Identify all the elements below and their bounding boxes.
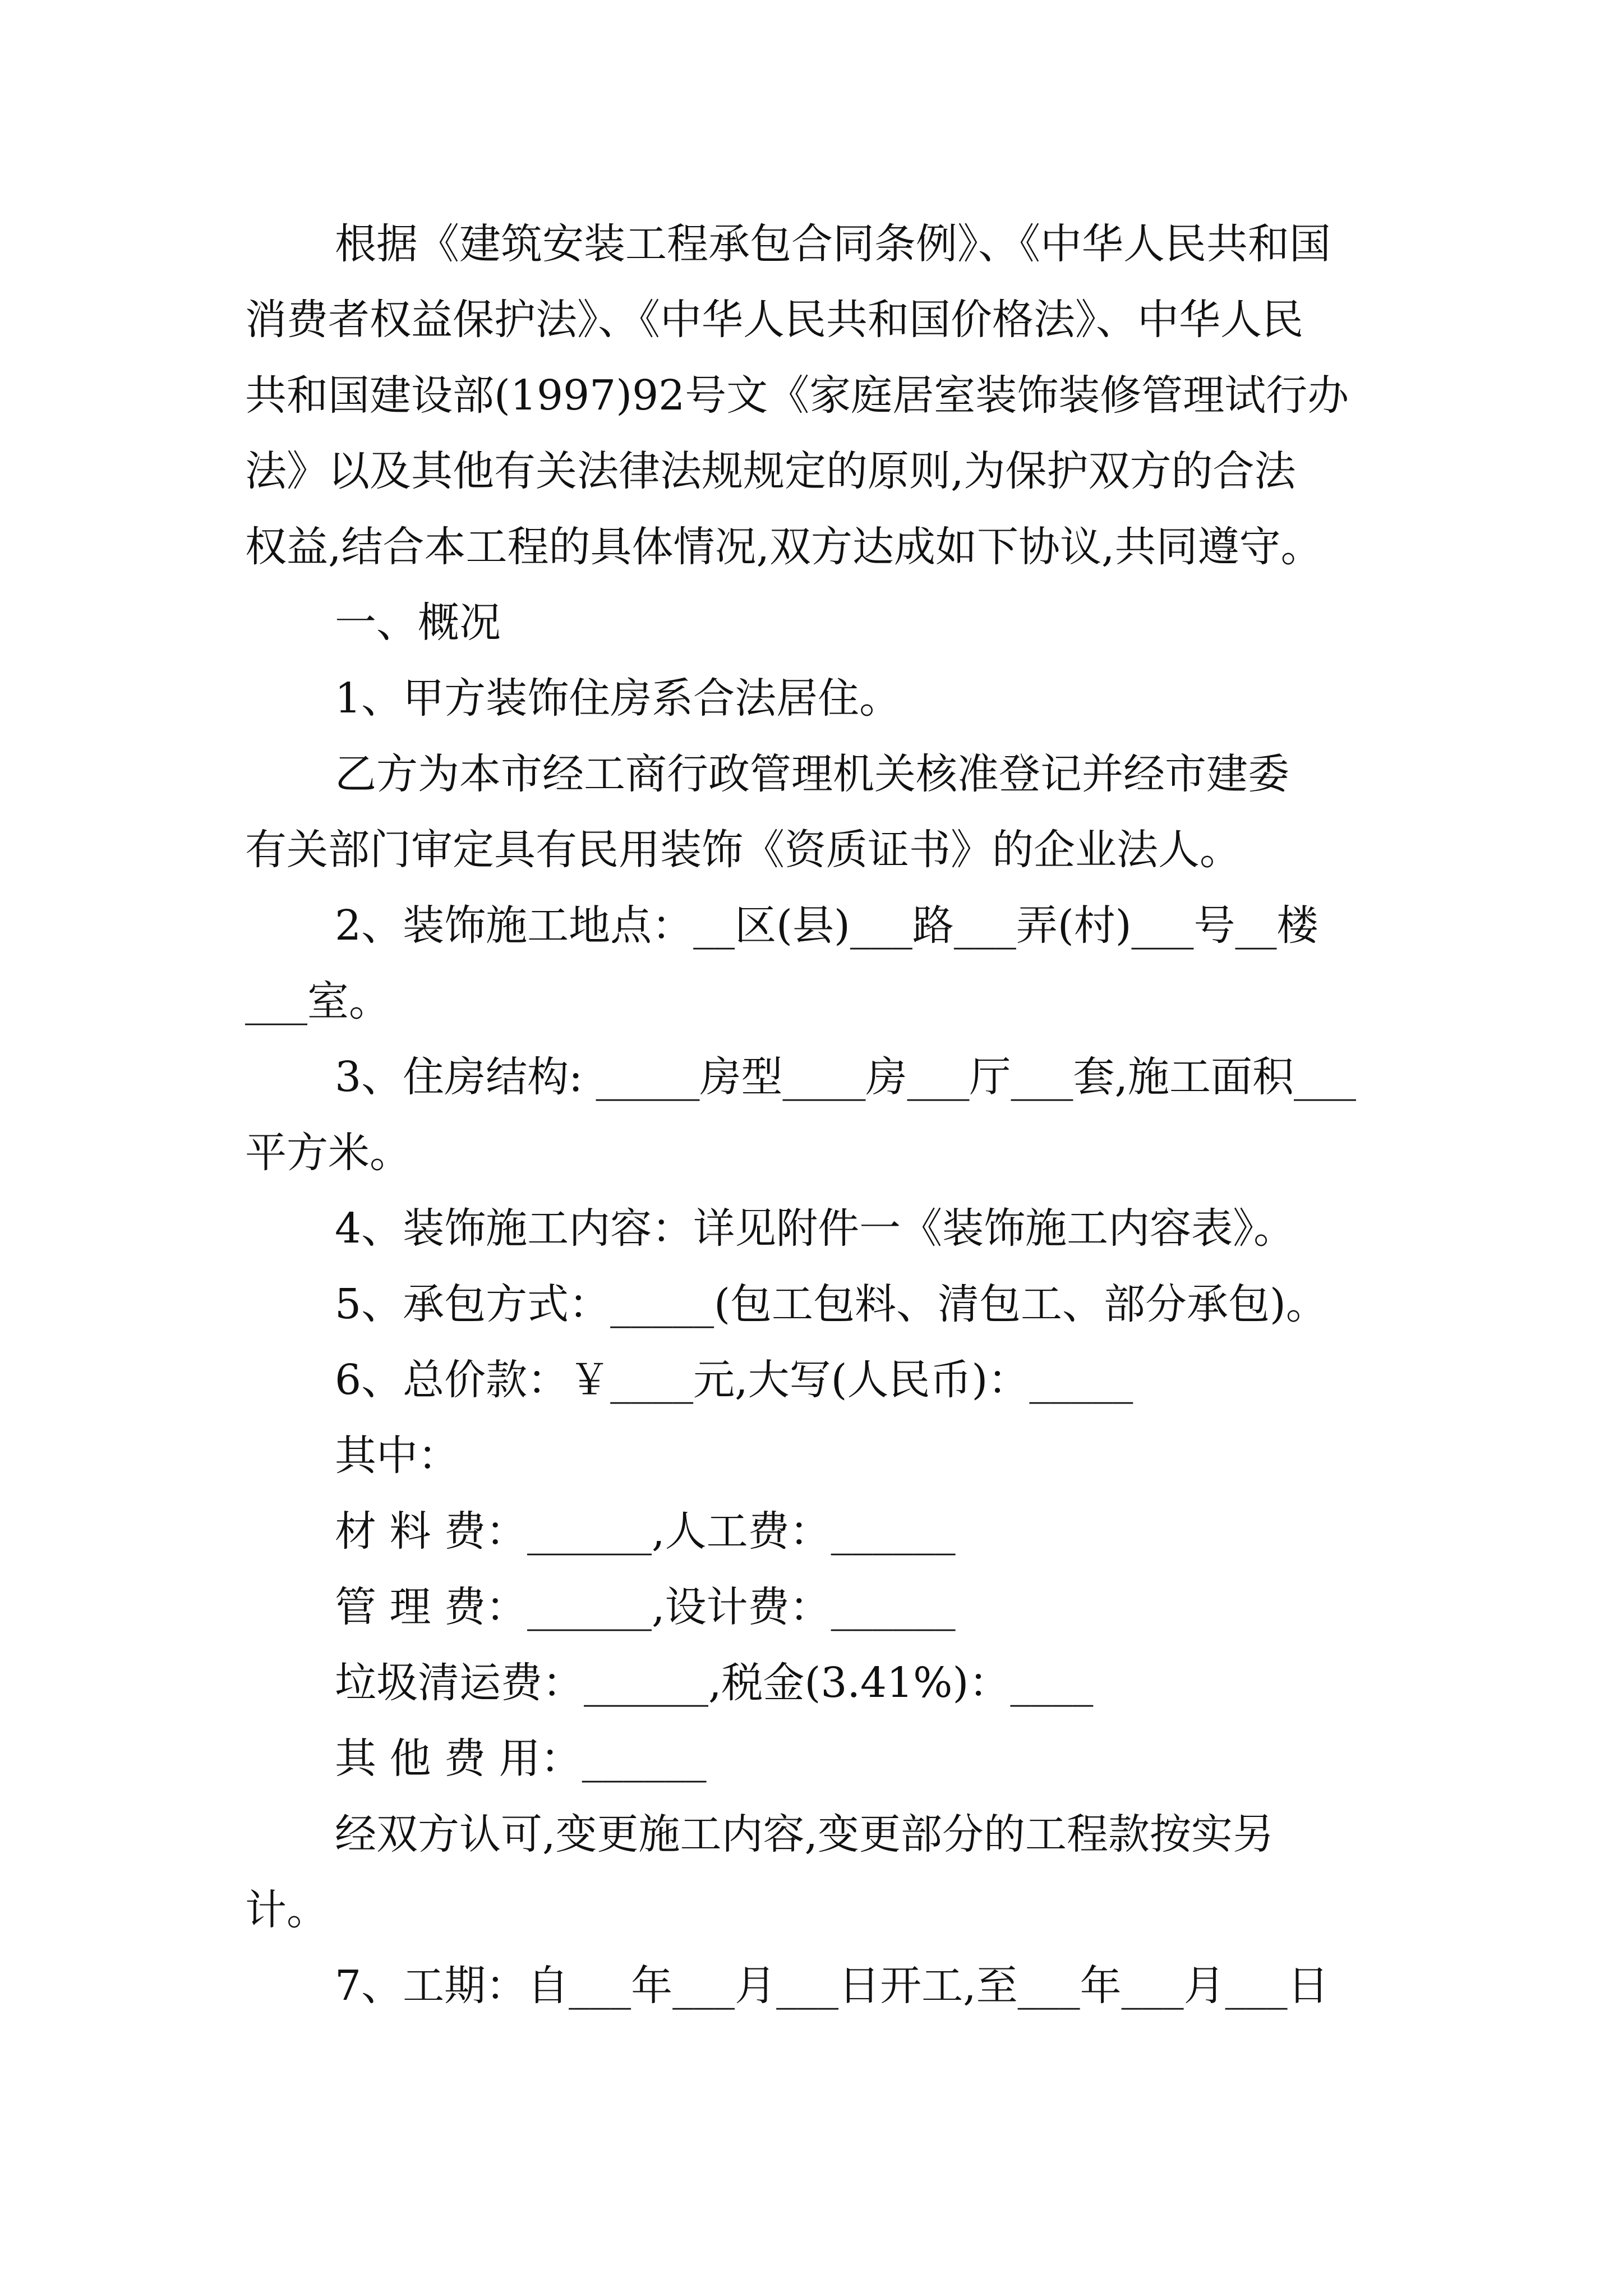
section-heading: 一、概况 <box>335 599 501 647</box>
text-line: 材 料 费：______,人工费：______ <box>335 1507 956 1556</box>
text-line: 平方米。 <box>245 1129 411 1177</box>
text-line: ___室。 <box>245 977 390 1025</box>
text-line: 共和国建设部(1997)92号文《家庭居室装饰装修管理试行办 <box>245 371 1349 420</box>
text-line: 3、住房结构: _____房型____房___厅___套,施工面积___ <box>335 1053 1357 1101</box>
text-line: 法》以及其他有关法律法规规定的原则,为保护双方的合法 <box>245 447 1296 495</box>
text-line: 其 他 费 用：______ <box>335 1734 707 1783</box>
text-line: 7、工期：自___年___月___日开工,至___年___月___日 <box>335 1962 1329 2010</box>
text-line: 有关部门审定具有民用装饰《资质证书》的企业法人。 <box>245 826 1241 874</box>
text-line: 乙方为本市经工商行政管理机关核准登记并经市建委 <box>335 750 1289 798</box>
text-line: 权益,结合本工程的具体情况,双方达成如下协议,共同遵守。 <box>245 523 1322 571</box>
text-line: 经双方认可,变更施工内容,变更部分的工程款按实另 <box>335 1810 1275 1858</box>
text-line: 6、总价款：￥____元,大写(人民币)：_____ <box>335 1356 1133 1404</box>
text-line: 2、装饰施工地点：__区(县)___路___弄(村)___号__楼 <box>335 901 1318 950</box>
text-line: 管 理 费：______,设计费：______ <box>335 1583 956 1631</box>
text-line: 5、承包方式：_____(包工包料、清包工、部分承包)。 <box>335 1280 1327 1328</box>
text-line: 其中： <box>335 1432 459 1480</box>
text-line: 根据《建筑安装工程承包合同条例》、《中华人民共和国 <box>335 220 1331 268</box>
text-line: 1、甲方装饰住房系合法居住。 <box>335 674 901 723</box>
text-line: 4、装饰施工内容：详见附件一《装饰施工内容表》。 <box>335 1204 1295 1253</box>
text-line: 计。 <box>245 1886 328 1934</box>
text-line: 消费者权益保护法》、《中华人民共和国价格法》、中华人民 <box>245 296 1303 344</box>
text-line: 垃圾清运费：______,税金(3.41%)：____ <box>335 1659 1094 1707</box>
